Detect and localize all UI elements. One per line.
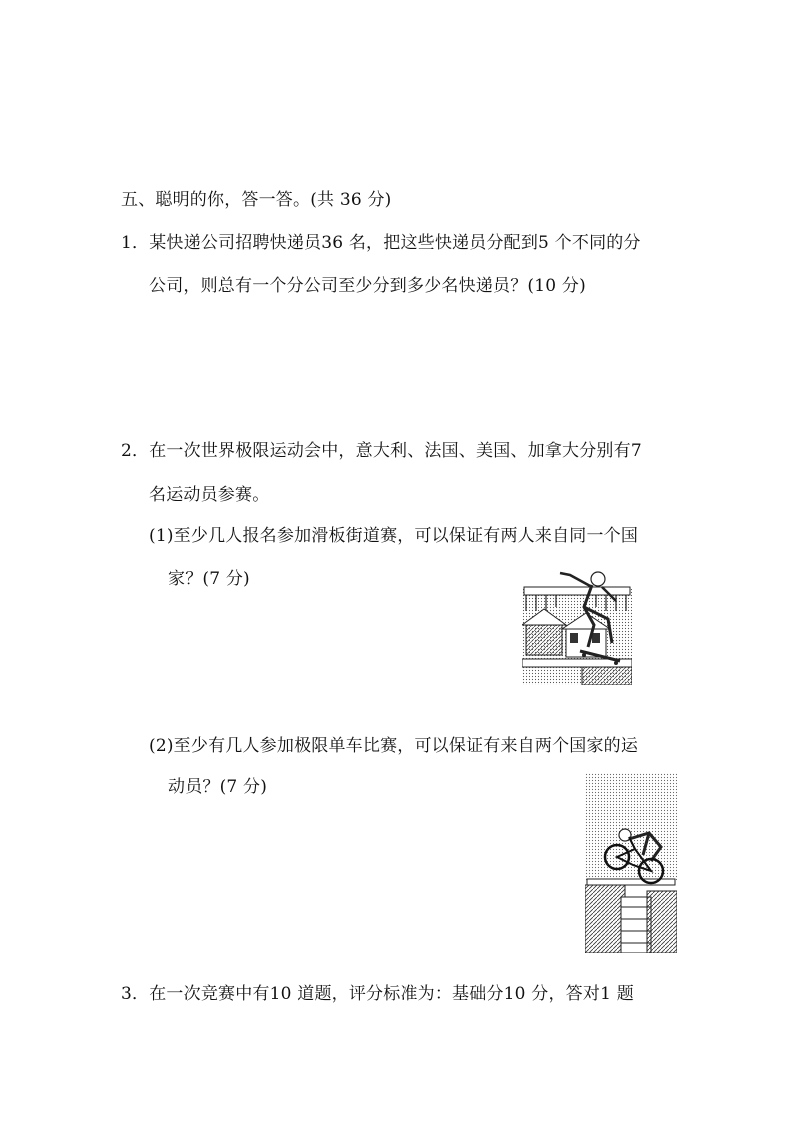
question-2-part-1-line-2: 家？(7 分) (168, 569, 250, 589)
bmx-rider-illustration-icon (585, 773, 677, 953)
question-2-line-1: 2．在一次世界极限运动会中，意大利、法国、美国、加拿大分别有7 (121, 441, 642, 461)
question-3-line-1: 3．在一次竞赛中有10 道题，评分标准为：基础分10 分，答对1 题 (121, 984, 634, 1004)
question-2-part-2-line-1: (2)至少有几人参加极限单车比赛，可以保证有来自两个国家的运 (149, 736, 639, 756)
section-heading: 五、聪明的你，答一答。(共 36 分) (121, 190, 392, 210)
question-2-part-2-line-2: 动员？(7 分) (168, 777, 268, 797)
question-2-part-1-line-1: (1)至少几人报名参加滑板街道赛，可以保证有两人来自同一个国 (149, 526, 639, 546)
question-2-line-2: 名运动员参赛。 (149, 485, 270, 505)
skateboarder-illustration-icon (522, 567, 632, 685)
question-1-line-2: 公司，则总有一个分公司至少分到多少名快递员？(10 分) (149, 276, 586, 296)
question-1-line-1: 1．某快递公司招聘快递员36 名，把这些快递员分配到5 个不同的分 (121, 233, 641, 253)
